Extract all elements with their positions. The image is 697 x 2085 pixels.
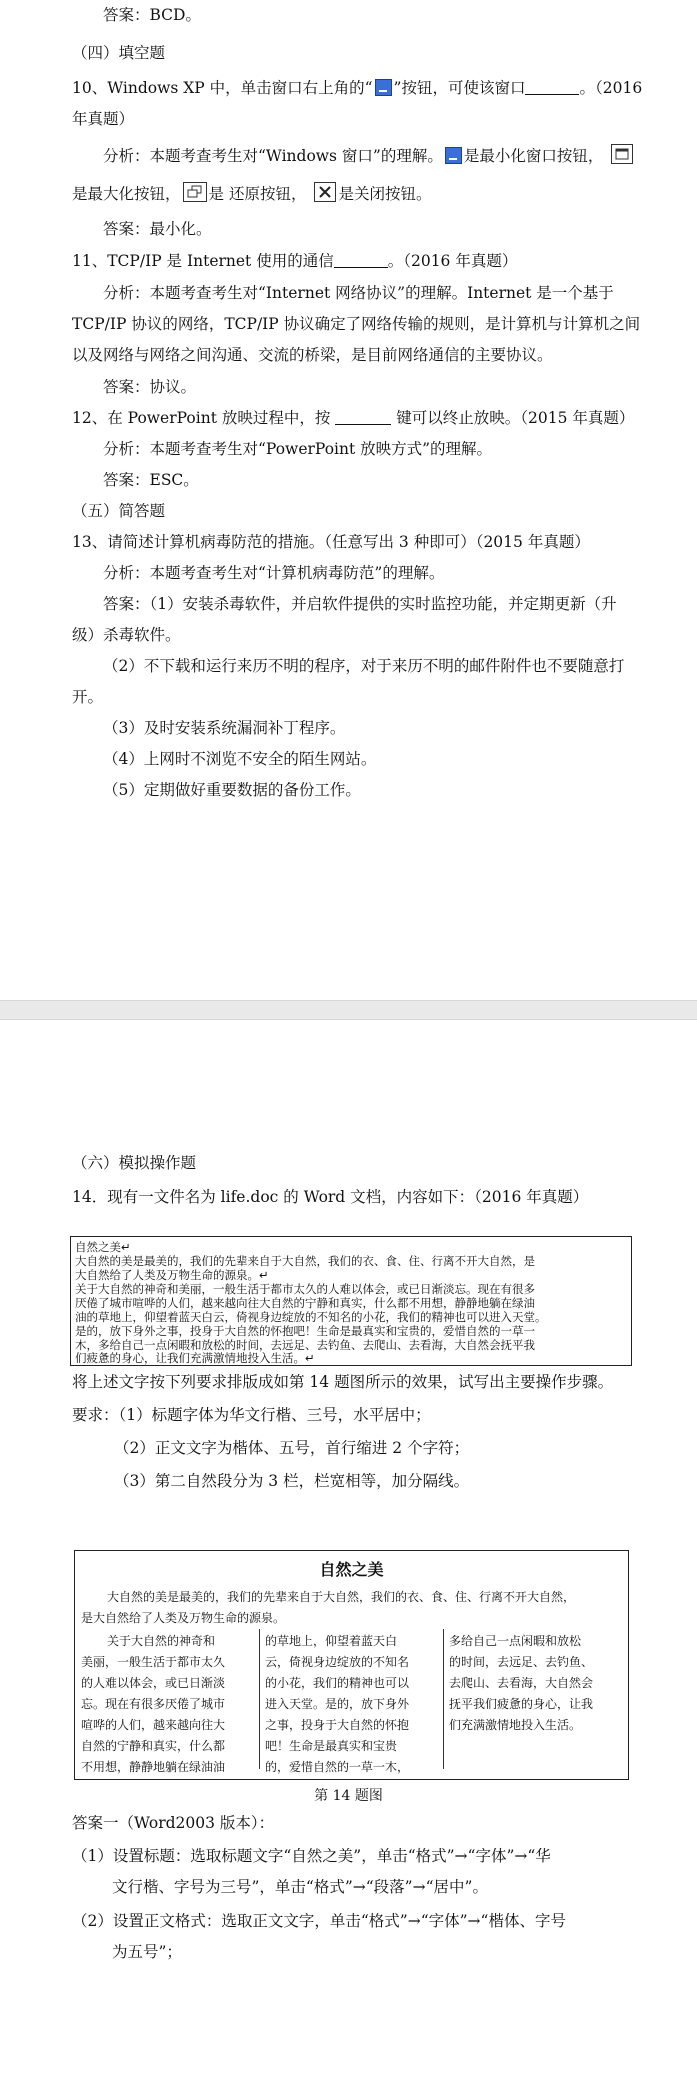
- col2-line: 吧！生命是最真实和宝贵: [265, 1739, 398, 1753]
- close-icon: [314, 182, 336, 202]
- maximize-icon: [611, 144, 633, 164]
- col2-line: 之事，投身于大自然的怀抱: [265, 1718, 410, 1732]
- box-line: 们疲惫的身心，让我们充满激情地投入生活。↵: [75, 1351, 315, 1365]
- answer-blank: [525, 94, 579, 95]
- answer-step: 为五号”；: [112, 1943, 182, 1961]
- box-line: 大自然的美是最美的，我们的先辈来自于大自然，我们的衣、食、住、行离不开大自然，是: [75, 1254, 535, 1268]
- page-gap: [0, 1000, 697, 1020]
- col3-line: 抚平我们疲惫的身心，让我: [449, 1697, 594, 1711]
- answer-text: 答案：ESC。: [103, 471, 199, 489]
- answer-text: （3）及时安装系统漏洞补丁程序。: [103, 719, 346, 737]
- question-11: 11、TCP/IP 是 Internet 使用的通信 。（2016 年真题）: [72, 252, 518, 270]
- analysis-10: 分析：本题考查考生对“Windows 窗口”的理解。 是最小化窗口按钮，: [103, 144, 635, 167]
- col2-line: 进入天堂。是的，放下身外: [265, 1697, 410, 1711]
- col2-line: 的，爱惜自然的一草一木，: [265, 1760, 410, 1774]
- result-title: 自然之美: [319, 1560, 384, 1579]
- analysis-11: 分析：本题考查考生对“Internet 网络协议”的理解。Internet 是一个基于: [103, 284, 614, 302]
- question-14: 14．现有一文件名为 life.doc 的 Word 文档，内容如下：（2016 年真题）: [72, 1188, 589, 1206]
- answer-text: （5）定期做好重要数据的备份工作。: [103, 781, 361, 799]
- box-line: 关于大自然的神奇和美丽，一般生活于都市太久的人难以体会，或已日渐淡忘。现在有很多: [75, 1282, 535, 1296]
- analysis-10-cont: 是最大化按钮， 是 还原按钮， 是关闭按钮。: [72, 182, 431, 205]
- section-heading: （五）简答题: [72, 502, 166, 520]
- column-divider: [259, 1629, 260, 1769]
- answer-text: 开。: [72, 688, 104, 706]
- answer-text: 答案：协议。: [103, 378, 197, 396]
- answer-text: 答案：（1）安装杀毒软件，并启软件提供的实时监控功能，并定期更新（升: [103, 595, 617, 613]
- answer-text: 答案：BCD。: [103, 6, 201, 24]
- question-10-cont: 年真题）: [72, 110, 135, 128]
- answer-heading: 答案一（Word2003 版本）：: [72, 1814, 275, 1832]
- section-heading: （四）填空题: [72, 44, 166, 62]
- answer-blank: [334, 267, 388, 268]
- formatted-result-box: [74, 1550, 629, 1780]
- col1-line: 关于大自然的神奇和: [107, 1634, 216, 1648]
- answer-blank: [335, 424, 391, 425]
- col1-line: 自然的宁静和真实，什么都: [81, 1739, 226, 1753]
- col1-line: 不用想，静静地躺在绿油油: [81, 1760, 226, 1774]
- section-heading: （六）模拟操作题: [72, 1154, 197, 1172]
- col1-line: 喧哗的人们，越来越向往大: [81, 1718, 226, 1732]
- answer-text: 级）杀毒软件。: [72, 626, 181, 644]
- col3-line: 去爬山、去看海，大自然会: [449, 1676, 594, 1690]
- original-text-box: [70, 1236, 632, 1366]
- col2-line: 的小花，我们的精神也可以: [265, 1676, 410, 1690]
- box-line: 是的，放下身外之事，投身于大自然的怀抱吧！生命是最真实和宝贵的，爱惜自然的一草一: [75, 1324, 535, 1338]
- question-13: 13、请简述计算机病毒防范的措施。（任意写出 3 种即可）（2015 年真题）: [72, 533, 590, 551]
- question-10: 10、Windows XP 中，单击窗口右上角的“ ”按钮，可使该窗口 。（2016: [72, 79, 643, 97]
- minimize-icon: [445, 147, 462, 164]
- answer-step: （2）设置正文格式：选取正文文字，单击“格式”→“字体”→“楷体、字号: [72, 1912, 566, 1930]
- box-line: 厌倦了城市喧哗的人们，越来越向往大自然的宁静和真实，什么都不用想，静静地躺在绿油: [75, 1296, 535, 1310]
- answer-text: （2）不下载和运行来历不明的程序，对于来历不明的邮件附件也不要随意打: [103, 657, 625, 675]
- analysis-11-cont: 以及网络与网络之间沟通、交流的桥梁，是目前网络通信的主要协议。: [72, 346, 553, 364]
- box-title: 自然之美↵: [75, 1240, 131, 1254]
- col1-line: 美丽，一般生活于都市太久: [81, 1655, 226, 1669]
- answer-text: （4）上网时不浏览不安全的陌生网站。: [103, 750, 377, 768]
- restore-icon: [183, 182, 207, 202]
- document-page-1: [0, 0, 697, 1000]
- col1-line: 的人难以体会，或已日渐淡: [81, 1676, 226, 1690]
- col3-line: 们充满激情地投入生活。: [449, 1718, 582, 1732]
- box-line: 油的草地上，仰望着蓝天白云，倚视身边绽放的不知名的小花，我们的精神也可以进入天堂。: [75, 1310, 547, 1324]
- box-line: 大自然给了人类及万物生命的源泉。↵: [75, 1268, 269, 1282]
- analysis-11-cont: TCP/IP 协议的网络，TCP/IP 协议确定了网络传输的规则，是计算机与计算机之间: [72, 315, 641, 333]
- result-para-line: 大自然的美是最美的，我们的先辈来自于大自然，我们的衣、食、住、行离不开大自然，: [107, 1590, 576, 1604]
- box-line: 木，多给自己一点闲暇和放松的时间，去远足、去钓鱼、去爬山、去看海，大自然会抚平我: [75, 1338, 535, 1352]
- analysis-13: 分析：本题考查考生对“计算机病毒防范”的理解。: [103, 564, 445, 582]
- requirement: （2）正文文字为楷体、五号，首行缩进 2 个字符；: [114, 1439, 470, 1457]
- analysis-12: 分析：本题考查考生对“PowerPoint 放映方式”的理解。: [103, 440, 493, 458]
- requirement: （3）第二自然段分为 3 栏，栏宽相等，加分隔线。: [114, 1472, 470, 1490]
- result-para-line: 是大自然给了人类及万物生命的源泉。: [81, 1611, 286, 1625]
- answer-text: 答案：最小化。: [103, 220, 212, 238]
- column-divider: [443, 1629, 444, 1769]
- figure-caption: 第 14 题图: [314, 1788, 383, 1804]
- answer-step: 文行楷、字号为三号”，单击“格式”→“段落”→“居中”。: [112, 1878, 488, 1896]
- answer-step: （1）设置标题：选取标题文字“自然之美”，单击“格式”→“字体”→“华: [72, 1847, 551, 1865]
- question-12: 12、在 PowerPoint 放映过程中，按 键可以终止放映。（2015 年真题）: [72, 409, 635, 427]
- col3-line: 多给自己一点闲暇和放松: [449, 1634, 582, 1648]
- col3-line: 的时间，去远足、去钓鱼、: [449, 1655, 594, 1669]
- instruction: 将上述文字按下列要求排版成如第 14 题图所示的效果，试写出主要操作步骤。: [72, 1373, 614, 1391]
- col2-line: 云，倚视身边绽放的不知名: [265, 1655, 410, 1669]
- requirement: 要求：（1）标题字体为华文行楷、三号，水平居中；: [72, 1406, 431, 1424]
- col2-line: 的草地上，仰望着蓝天白: [265, 1634, 398, 1648]
- col1-line: 忘。现在有很多厌倦了城市: [81, 1697, 226, 1711]
- minimize-icon: [375, 79, 392, 96]
